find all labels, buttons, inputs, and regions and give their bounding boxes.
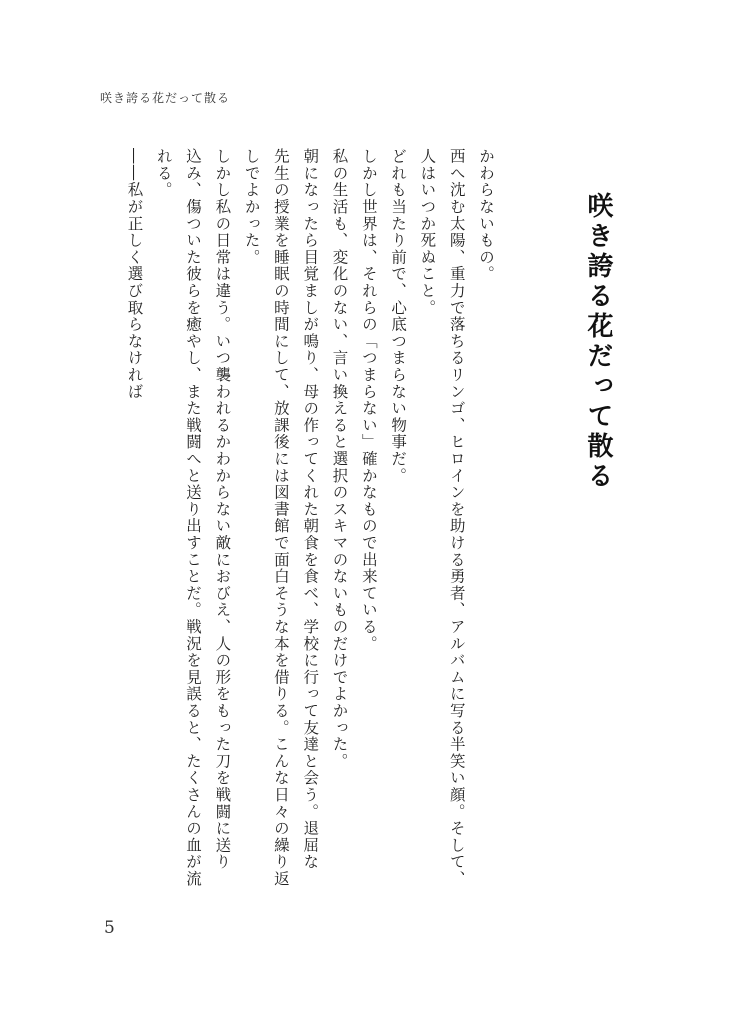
body-line: 人はいつか死ぬこと。 xyxy=(418,148,437,316)
body-text xyxy=(119,148,500,908)
page-number: 5 xyxy=(104,918,115,938)
body-line: かわらないもの。 xyxy=(477,148,495,283)
body-line: どれも当たり前で、心底つまらない物事だ。 xyxy=(389,148,408,484)
body-line: 私の生活も、変化のない、言い換えると選択のスキマのないものだけでよかった。 xyxy=(330,148,349,770)
body-line: 西へ沈む太陽、重力で落ちるリンゴ、ヒロインを助ける勇者、アルバムに写る半笑い顔。そして、 xyxy=(447,148,466,888)
body-line: 込み、傷ついた彼らを癒やし、また戦闘へと送り出すことだ。戦況を見誤ると、たくさんの血が流 xyxy=(184,148,203,888)
body-line: 先生の授業を睡眠の時間にして、放課後には図書館で面白そうな本を借りる。こんな日々の繰り返 xyxy=(271,148,290,888)
chapter-title: 咲き誇る花だって散る xyxy=(583,192,613,492)
running-header: 咲き誇る花だって散る xyxy=(100,91,231,105)
body-line: 朝になったら目覚ましが鳴り、母の作ってくれた朝食を食べ、学校に行って友達と会う。退屈な xyxy=(301,148,320,871)
body-line: れる。 xyxy=(154,148,173,199)
body-line: ――私が正しく選び取らなければ xyxy=(125,148,144,400)
body-line: しかし世界は、それらの「つまらない」確かなもので出来ている。 xyxy=(359,148,378,652)
body-line: しかし私の日常は違う。いつ襲われるかわからない敵におびえ、人の形をもった刀を戦闘に送り xyxy=(213,148,232,871)
body-line: しでよかった。 xyxy=(242,148,261,266)
